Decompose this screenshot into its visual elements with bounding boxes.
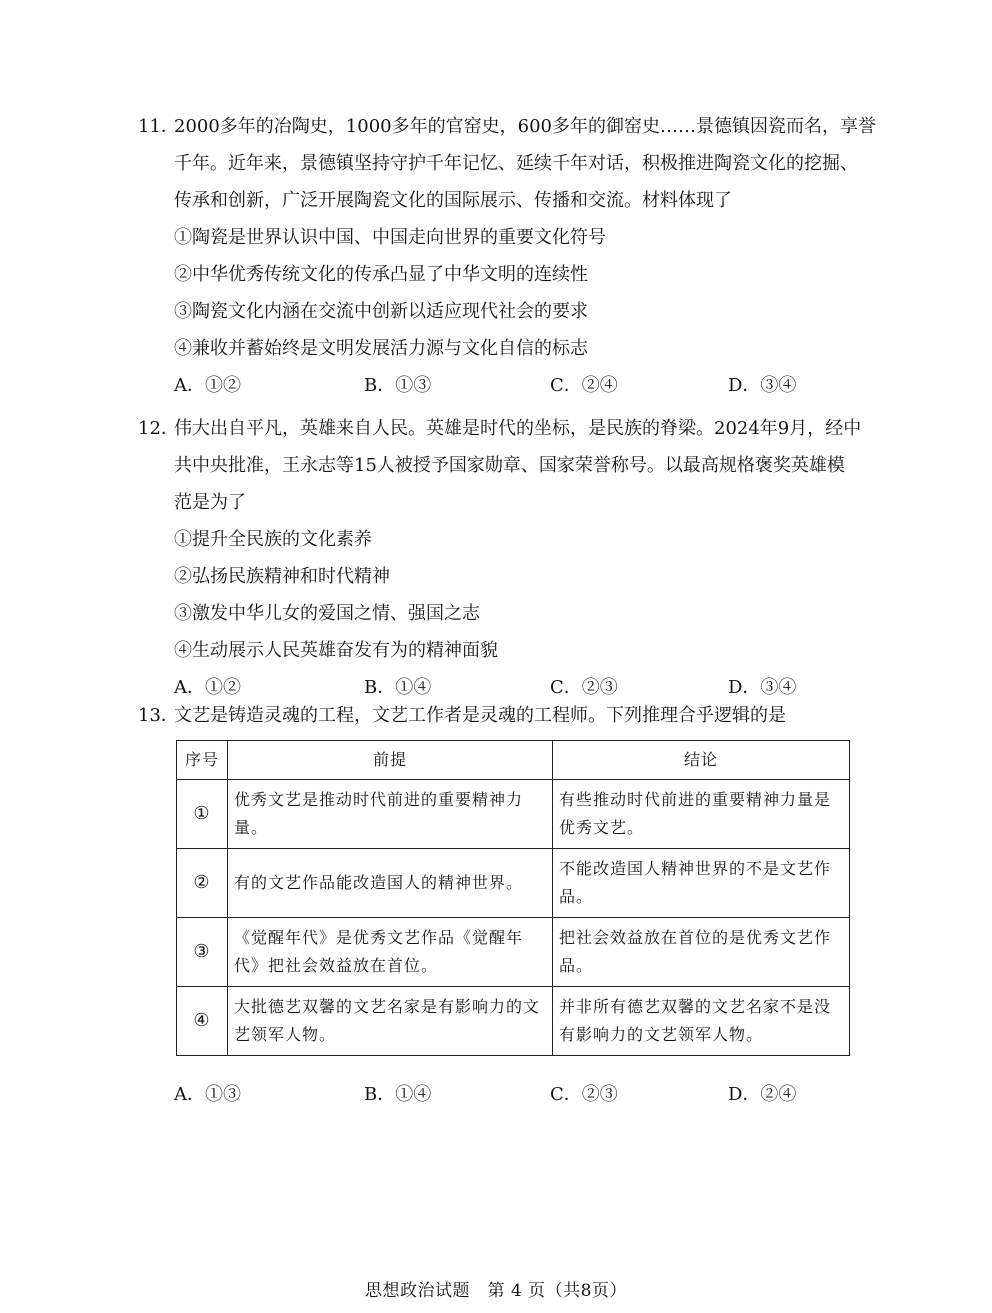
row-conclusion: 并非所有德艺双馨的文艺名家不是没有影响力的文艺领军人物。 xyxy=(553,987,850,1056)
row-premise: 大批德艺双馨的文艺名家是有影响力的文艺领军人物。 xyxy=(228,987,553,1056)
question-13-choices xyxy=(138,1076,898,1113)
choice-c[interactable]: C．②③ xyxy=(550,1084,618,1105)
statement-item: ④兼收并蓄始终是文明发展活力源与文化自信的标志 xyxy=(174,338,588,359)
statement-item: ②中华优秀传统文化的传承凸显了中华文明的连续性 xyxy=(174,264,588,285)
row-premise: 《觉醒年代》是优秀文艺作品《觉醒年代》把社会效益放在首位。 xyxy=(228,918,553,987)
reasoning-table xyxy=(176,740,850,1056)
question-number: 11． xyxy=(138,116,179,137)
stem-line: 千年。近年来，景德镇坚持守护千年记忆、延续千年对话，积极推进陶瓷文化的挖掘、 xyxy=(174,153,858,174)
row-conclusion: 不能改造国人精神世界的不是文艺作品。 xyxy=(553,849,850,918)
header-premise: 前提 xyxy=(228,741,553,780)
question-11 xyxy=(138,108,898,404)
row-index: ④ xyxy=(177,987,228,1056)
choice-a[interactable]: A．①③ xyxy=(174,1084,241,1105)
choice-c[interactable]: C．②④ xyxy=(550,375,618,396)
question-number: 13． xyxy=(138,705,179,726)
choice-b[interactable]: B．①④ xyxy=(364,677,432,698)
row-index: ① xyxy=(177,780,228,849)
choice-b[interactable]: B．①④ xyxy=(364,1084,432,1105)
choice-d[interactable]: D．②④ xyxy=(728,1084,797,1105)
answer-choices xyxy=(174,1076,898,1113)
header-conclusion: 结论 xyxy=(553,741,850,780)
statement-item: ①陶瓷是世界认识中国、中国走向世界的重要文化符号 xyxy=(174,227,606,248)
question-stem xyxy=(174,108,898,219)
row-conclusion: 有些推动时代前进的重要精神力量是优秀文艺。 xyxy=(553,780,850,849)
row-conclusion: 把社会效益放在首位的是优秀文艺作品。 xyxy=(553,918,850,987)
table-row xyxy=(177,780,850,849)
table-row xyxy=(177,918,850,987)
stem-line: 文艺是铸造灵魂的工程，文艺工作者是灵魂的工程师。下列推理合乎逻辑的是 xyxy=(174,705,786,726)
statement-item: ③激发中华儿女的爱国之情、强国之志 xyxy=(174,603,480,624)
choice-c[interactable]: C．②③ xyxy=(550,677,618,698)
table-row xyxy=(177,849,850,918)
question-stem xyxy=(174,410,898,521)
statement-item: ③陶瓷文化内涵在交流中创新以适应现代社会的要求 xyxy=(174,301,588,322)
row-premise: 有的文艺作品能改造国人的精神世界。 xyxy=(228,849,553,918)
choice-d[interactable]: D．③④ xyxy=(728,375,797,396)
stem-line: 2000多年的冶陶史，1000多年的官窑史，600多年的御窑史……景德镇因瓷而名，享誉 xyxy=(174,116,876,137)
question-12 xyxy=(138,410,898,706)
statement-item: ②弘扬民族精神和时代精神 xyxy=(174,566,390,587)
row-index: ③ xyxy=(177,918,228,987)
stem-line: 范是为了 xyxy=(174,492,246,513)
header-index: 序号 xyxy=(177,741,228,780)
choice-b[interactable]: B．①③ xyxy=(364,375,432,396)
stem-line: 传承和创新，广泛开展陶瓷文化的国际展示、传播和交流。材料体现了 xyxy=(174,190,732,211)
row-premise: 优秀文艺是推动时代前进的重要精神力量。 xyxy=(228,780,553,849)
page-footer: 思想政治试题 第 4 页（共8页） xyxy=(365,1281,627,1301)
table-header-row xyxy=(177,741,850,780)
question-number: 12． xyxy=(138,418,179,439)
statement-item: ①提升全民族的文化素养 xyxy=(174,529,372,550)
statement-item: ④生动展示人民英雄奋发有为的精神面貌 xyxy=(174,640,498,661)
question-13 xyxy=(138,697,898,734)
row-index: ② xyxy=(177,849,228,918)
table-row xyxy=(177,987,850,1056)
choice-a[interactable]: A．①② xyxy=(174,375,241,396)
choice-a[interactable]: A．①② xyxy=(174,677,241,698)
choice-d[interactable]: D．③④ xyxy=(728,677,797,698)
answer-choices xyxy=(174,367,898,404)
question-stem xyxy=(174,697,898,734)
stem-line: 伟大出自平凡，英雄来自人民。英雄是时代的坐标，是民族的脊梁。2024年9月，经中 xyxy=(174,418,862,439)
stem-line: 共中央批准，王永志等15人被授予国家勋章、国家荣誉称号。以最高规格褒奖英雄模 xyxy=(174,455,845,476)
